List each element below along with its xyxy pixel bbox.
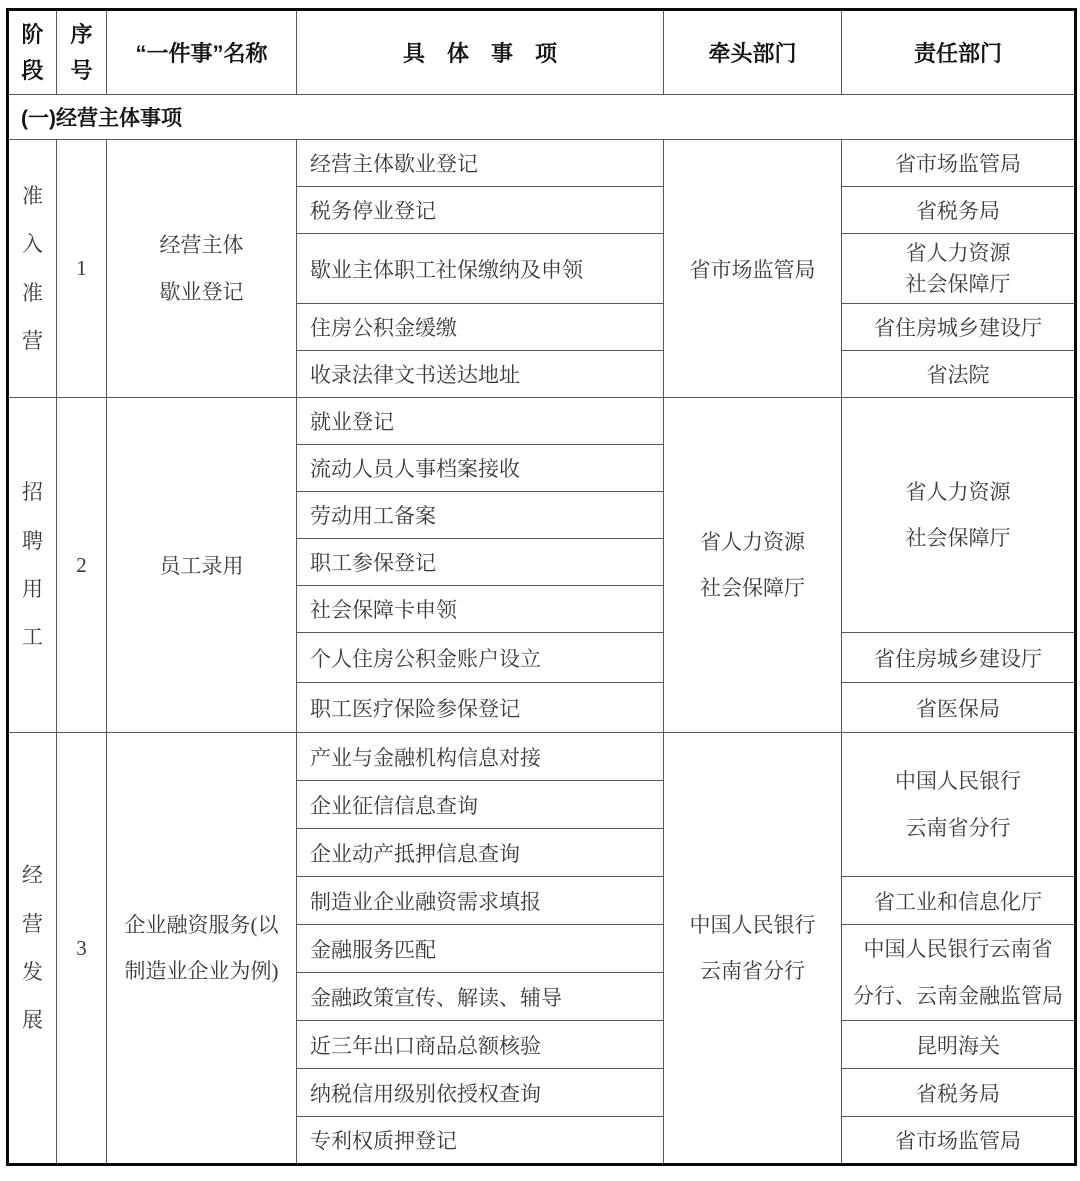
name-cell: 经营主体 歇业登记 bbox=[107, 140, 297, 398]
item-cell: 住房公积金缓缴 bbox=[297, 304, 664, 351]
col-header-lead: 牵头部门 bbox=[664, 10, 842, 95]
table-row bbox=[8, 140, 1076, 187]
resp-cell: 省住房城乡建设厅 bbox=[842, 304, 1076, 351]
item-cell: 产业与金融机构信息对接 bbox=[297, 733, 664, 781]
item-cell: 社会保障卡申领 bbox=[297, 586, 664, 633]
item-cell: 个人住房公积金账户设立 bbox=[297, 633, 664, 683]
item-cell: 近三年出口商品总额核验 bbox=[297, 1021, 664, 1069]
resp-cell: 省人力资源 社会保障厅 bbox=[842, 398, 1076, 633]
item-cell: 劳动用工备案 bbox=[297, 492, 664, 539]
col-header-item: 具 体 事 项 bbox=[297, 10, 664, 95]
item-cell: 纳税信用级别依授权查询 bbox=[297, 1069, 664, 1117]
table-row bbox=[8, 398, 1076, 445]
item-cell: 金融服务匹配 bbox=[297, 925, 664, 973]
resp-cell: 省人力资源 社会保障厅 bbox=[842, 234, 1076, 304]
col-header-responsible: 责任部门 bbox=[842, 10, 1076, 95]
item-cell: 税务停业登记 bbox=[297, 187, 664, 234]
item-cell: 职工医疗保险参保登记 bbox=[297, 683, 664, 733]
col-header-stage: 阶段 bbox=[8, 10, 57, 95]
seq-cell: 1 bbox=[57, 140, 107, 398]
resp-cell: 中国人民银行云南省 分行、云南金融监管局 bbox=[842, 925, 1076, 1021]
lead-cell: 省人力资源 社会保障厅 bbox=[664, 398, 842, 733]
item-cell: 流动人员人事档案接收 bbox=[297, 445, 664, 492]
col-header-seq: 序号 bbox=[57, 10, 107, 95]
resp-cell: 省法院 bbox=[842, 351, 1076, 398]
item-cell: 企业动产抵押信息查询 bbox=[297, 829, 664, 877]
lead-cell: 中国人民银行 云南省分行 bbox=[664, 733, 842, 1165]
item-cell: 专利权质押登记 bbox=[297, 1117, 664, 1165]
resp-cell: 昆明海关 bbox=[842, 1021, 1076, 1069]
stage-cell: 准入准营 bbox=[8, 140, 57, 398]
resp-cell: 省税务局 bbox=[842, 1069, 1076, 1117]
item-cell: 就业登记 bbox=[297, 398, 664, 445]
item-cell: 制造业企业融资需求填报 bbox=[297, 877, 664, 925]
one-thing-items-table bbox=[6, 8, 1077, 1166]
item-cell: 职工参保登记 bbox=[297, 539, 664, 586]
seq-cell: 3 bbox=[57, 733, 107, 1165]
resp-cell: 省住房城乡建设厅 bbox=[842, 633, 1076, 683]
resp-cell: 省市场监管局 bbox=[842, 140, 1076, 187]
lead-cell: 省市场监管局 bbox=[664, 140, 842, 398]
item-cell: 金融政策宣传、解读、辅导 bbox=[297, 973, 664, 1021]
item-cell: 收录法律文书送达地址 bbox=[297, 351, 664, 398]
item-cell: 企业征信信息查询 bbox=[297, 781, 664, 829]
col-header-name: “一件事”名称 bbox=[107, 10, 297, 95]
table-header-row bbox=[8, 10, 1076, 95]
section-title: (一)经营主体事项 bbox=[8, 95, 1076, 140]
seq-cell: 2 bbox=[57, 398, 107, 733]
stage-cell: 经营发展 bbox=[8, 733, 57, 1165]
resp-cell: 省医保局 bbox=[842, 683, 1076, 733]
section-row bbox=[8, 95, 1076, 140]
item-cell: 歇业主体职工社保缴纳及申领 bbox=[297, 234, 664, 304]
name-cell: 员工录用 bbox=[107, 398, 297, 733]
table-row bbox=[8, 733, 1076, 781]
name-cell: 企业融资服务(以 制造业企业为例) bbox=[107, 733, 297, 1165]
stage-cell: 招聘用工 bbox=[8, 398, 57, 733]
resp-cell: 省税务局 bbox=[842, 187, 1076, 234]
item-cell: 经营主体歇业登记 bbox=[297, 140, 664, 187]
resp-cell: 省工业和信息化厅 bbox=[842, 877, 1076, 925]
resp-cell: 省市场监管局 bbox=[842, 1117, 1076, 1165]
resp-cell: 中国人民银行 云南省分行 bbox=[842, 733, 1076, 877]
